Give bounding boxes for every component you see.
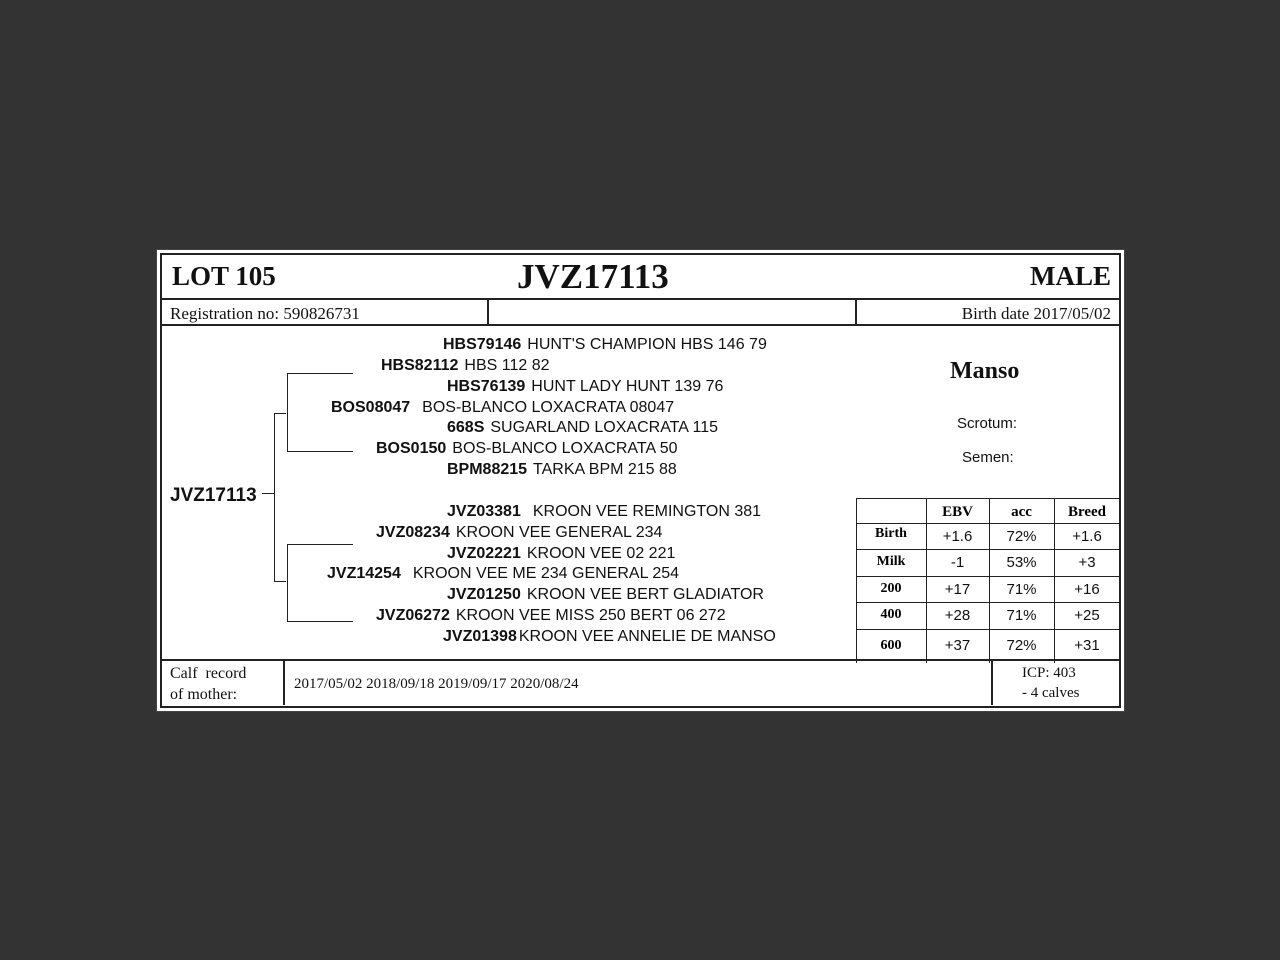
pedigree-entry <box>447 419 718 437</box>
table-cell-ebv: +1.6 <box>942 528 973 545</box>
table-cell-acc: 53% <box>1006 554 1037 571</box>
subject-connector <box>262 493 274 494</box>
pedigree-name: KROON VEE 02 221 <box>526 545 676 562</box>
table-cell-acc: 71% <box>1006 607 1037 624</box>
pedigree-id: BOS0150 <box>376 440 447 457</box>
pedigree-id: JVZ06272 <box>376 607 450 624</box>
pedigree-entry <box>447 503 761 521</box>
breeder-name: Manso <box>950 358 1020 384</box>
table-cell-breed: +16 <box>1074 581 1100 598</box>
lot-number: LOT 105 <box>172 261 276 291</box>
pedigree-name: KROON VEE BERT GLADIATOR <box>526 586 764 603</box>
pedigree-name: BOS-BLANCO LOXACRATA 50 <box>452 440 678 457</box>
calf-record-label-line2: of mother: <box>170 686 238 703</box>
pedigree-name: KROON VEE MISS 250 BERT 06 272 <box>455 607 726 624</box>
pedigree-entry-sire <box>331 399 674 417</box>
dam-sire-connector <box>287 544 353 545</box>
dam-dam-connector <box>287 621 353 622</box>
dam-connector <box>274 581 286 582</box>
sex-label: MALE <box>1030 261 1111 291</box>
table-header-breed: Breed <box>1067 504 1107 520</box>
pedigree-name: KROON VEE REMINGTON 381 <box>532 503 762 520</box>
pedigree-id: JVZ08234 <box>376 524 450 541</box>
pedigree-id: 668S <box>447 419 485 436</box>
pedigree-entry <box>447 586 764 604</box>
pedigree-name: HUNT LADY HUNT 139 76 <box>531 378 724 395</box>
registration-number: Registration no: 590826731 <box>170 304 360 323</box>
calf-record-label <box>170 663 246 705</box>
pedigree-subject: JVZ17113 <box>170 485 257 506</box>
pedigree-id: JVZ01250 <box>447 586 521 603</box>
table-cell-ebv: +28 <box>944 607 971 624</box>
info-divider <box>162 324 1119 326</box>
sire-sire-connector <box>287 373 353 374</box>
pedigree-id: HBS76139 <box>447 378 526 395</box>
pedigree-name: TARKA BPM 215 88 <box>533 461 677 478</box>
table-grid-line <box>856 629 1120 630</box>
pedigree-name: HBS 112 82 <box>464 357 550 374</box>
calves-count: - 4 calves <box>1022 685 1080 701</box>
scrotum-label: Scrotum: <box>957 415 1018 432</box>
pedigree-id: BOS08047 <box>331 399 411 416</box>
sire-connector <box>274 413 286 414</box>
table-cell-breed: +31 <box>1074 637 1100 654</box>
pedigree-entry <box>447 545 675 563</box>
card-frame <box>160 253 1121 708</box>
table-row-label: Birth <box>875 526 907 541</box>
table-cell-ebv: +37 <box>944 637 971 654</box>
calf-divider-v1 <box>283 659 285 705</box>
pedigree-id: JVZ02221 <box>447 545 521 562</box>
table-cell-breed: +25 <box>1074 607 1100 624</box>
table-cell-acc: 72% <box>1006 637 1037 654</box>
pedigree-name: BOS-BLANCO LOXACRATA 08047 <box>422 399 675 416</box>
table-grid-line <box>856 498 1120 499</box>
table-cell-acc: 71% <box>1006 581 1037 598</box>
pedigree-entry <box>376 524 662 542</box>
pedigree-name: KROON VEE ANNELIE DE MANSO <box>518 628 776 645</box>
table-cell-ebv: +17 <box>944 581 971 598</box>
table-cell-ebv: -1 <box>950 554 965 571</box>
table-cell-acc: 72% <box>1006 528 1037 545</box>
pedigree-entry <box>447 461 677 479</box>
subject-bracket <box>274 413 275 582</box>
pedigree-id: BPM88215 <box>447 461 528 478</box>
birth-date: Birth date 2017/05/02 <box>961 304 1111 323</box>
table-row-label: 200 <box>880 581 902 596</box>
pedigree-name: KROON VEE GENERAL 234 <box>455 524 663 541</box>
table-row-label: 600 <box>880 638 902 653</box>
icp-value: ICP: 403 <box>1022 665 1076 681</box>
calf-divider-v2 <box>991 659 993 705</box>
table-grid-line <box>856 602 1120 603</box>
icp-summary <box>1022 663 1079 703</box>
pedigree-id: HBS79146 <box>443 336 522 353</box>
sire-bracket <box>287 373 288 452</box>
table-grid-line <box>856 576 1120 577</box>
animal-id-title: JVZ17113 <box>517 257 669 296</box>
reg-divider-1 <box>487 298 489 324</box>
table-row-label: Milk <box>876 554 906 569</box>
table-row-label: 400 <box>880 607 902 622</box>
calf-divider <box>162 659 1119 661</box>
pedigree-name: SUGARLAND LOXACRATA 115 <box>490 419 719 436</box>
calf-record-dates: 2017/05/02 2018/09/18 2019/09/17 2020/08/24 <box>294 676 579 692</box>
pedigree-id: JVZ01398 <box>443 628 517 645</box>
table-header-ebv: EBV <box>942 504 973 520</box>
pedigree-name: HUNT'S CHAMPION HBS 146 79 <box>527 336 767 353</box>
table-grid-line <box>856 549 1120 550</box>
pedigree-id: JVZ03381 <box>447 503 521 520</box>
pedigree-entry <box>376 440 678 458</box>
pedigree-entry <box>443 628 776 646</box>
sire-dam-connector <box>287 451 353 452</box>
pedigree-id: JVZ14254 <box>327 565 401 582</box>
pedigree-entry <box>447 378 723 396</box>
pedigree-entry-dam <box>327 565 679 583</box>
pedigree-name: KROON VEE ME 234 GENERAL 254 <box>412 565 680 582</box>
title-divider <box>162 298 1119 300</box>
ebv-table <box>856 498 1120 663</box>
table-cell-breed: +1.6 <box>1072 528 1102 545</box>
calf-record-label-line1: Calf record <box>170 665 247 682</box>
table-grid-line <box>856 523 1120 524</box>
semen-label: Semen: <box>962 449 1014 466</box>
table-header-acc: acc <box>1011 504 1032 520</box>
dam-bracket <box>287 544 288 622</box>
lot-card <box>156 249 1125 712</box>
table-cell-breed: +3 <box>1078 554 1096 571</box>
pedigree-entry <box>376 607 726 625</box>
reg-divider-2 <box>855 298 857 324</box>
pedigree-entry <box>443 336 767 354</box>
pedigree-entry <box>381 357 549 375</box>
pedigree-id: HBS82112 <box>381 357 459 374</box>
